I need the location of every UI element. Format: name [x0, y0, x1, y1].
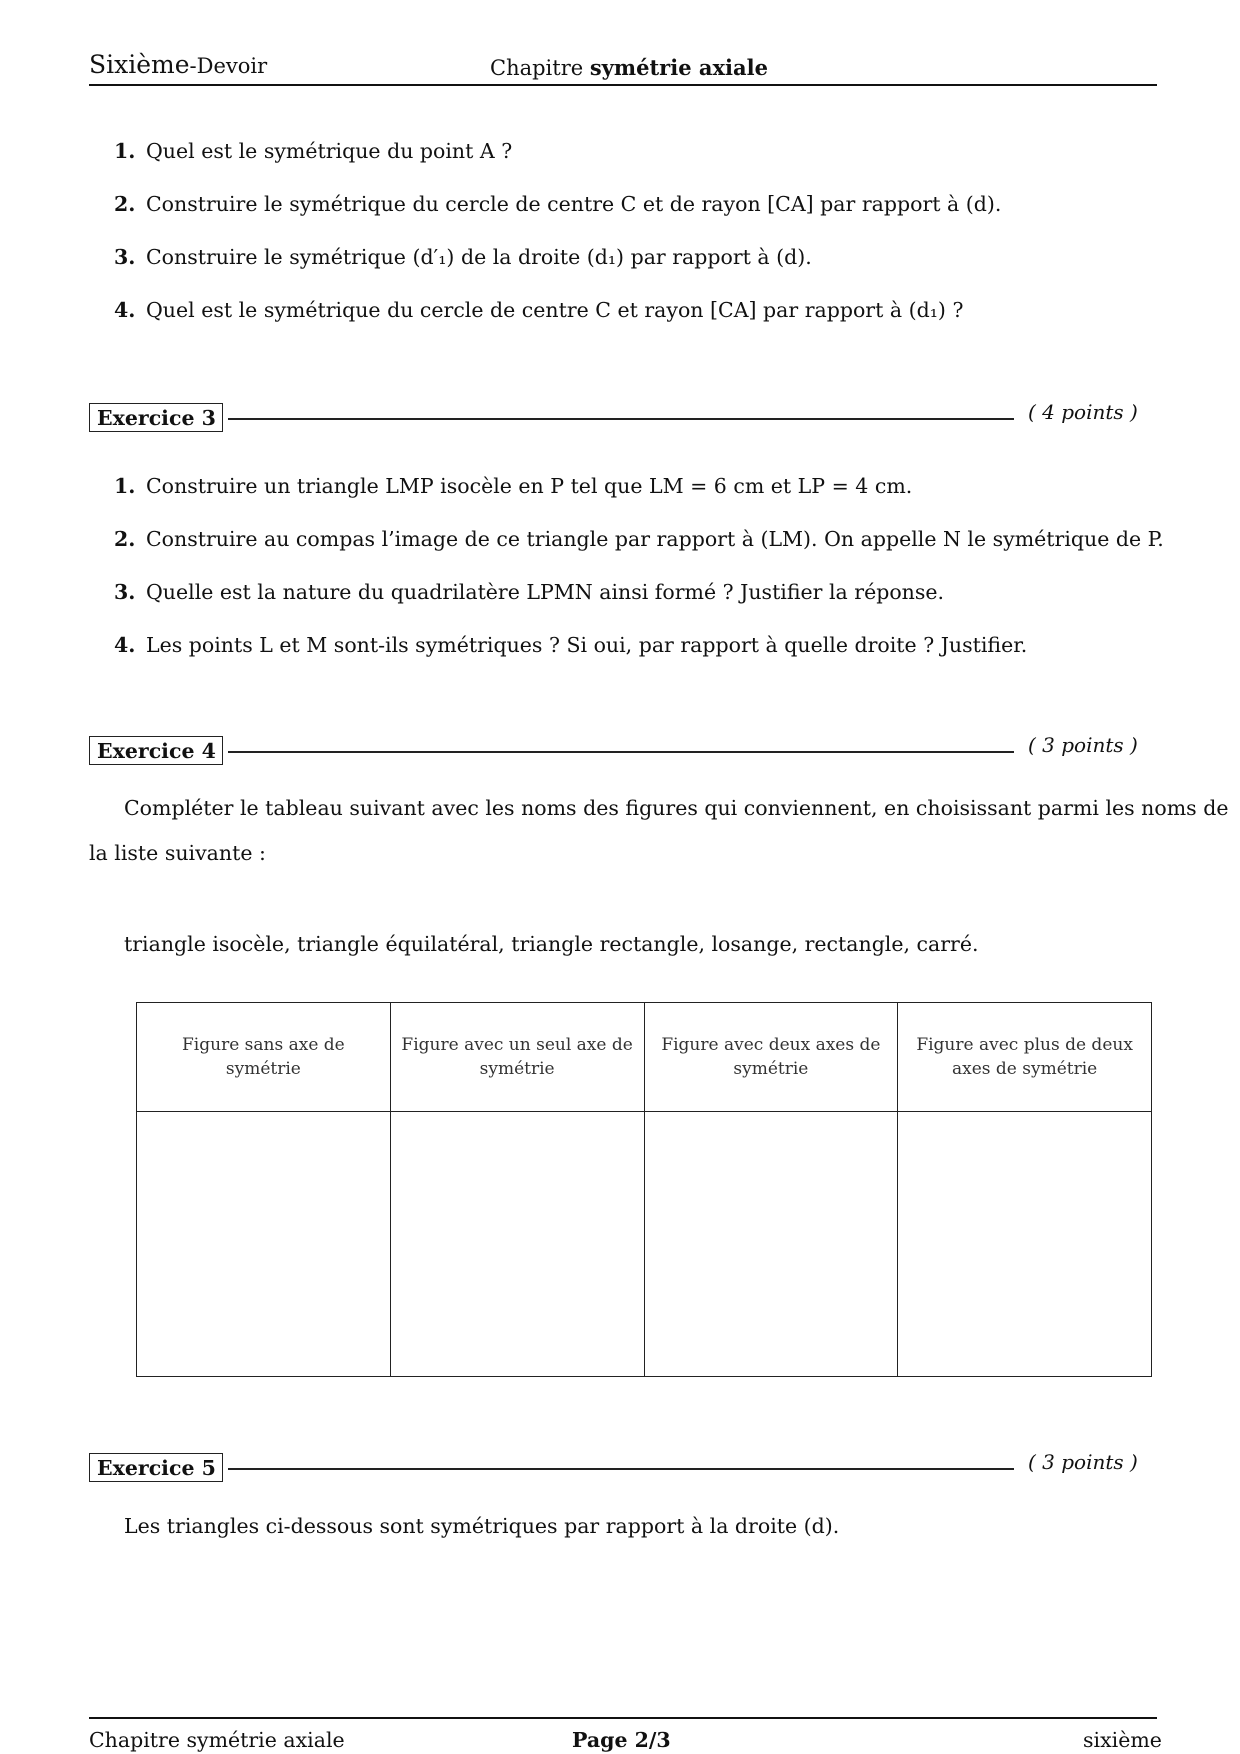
exercise-3-title: Exercice 3	[89, 403, 223, 432]
table-header-row	[137, 1003, 1152, 1112]
question-number: 3.	[114, 245, 136, 269]
ex3-question-1	[114, 474, 912, 498]
question-text: Quel est le symétrique du cercle de centre C et rayon [CA] par rapport à (d₁) ?	[146, 298, 964, 322]
table-header-cell: Figure avec deux axes de symétrie	[644, 1003, 898, 1112]
exercise-4-points: ( 3 points )	[1028, 733, 1138, 757]
header-chapter-prefix: Chapitre	[490, 56, 590, 80]
exercise-4-figure-list: triangle isocèle, triangle équilatéral, triangle rectangle, losange, rectangle, carré.	[124, 932, 979, 956]
ex3-question-3	[114, 580, 944, 604]
exercise-5-title: Exercice 5	[89, 1453, 223, 1482]
table-answer-cell	[137, 1112, 391, 1377]
ex3-question-4	[114, 633, 1027, 657]
header-rule	[89, 84, 1157, 86]
question-number: 2.	[114, 192, 136, 216]
exercise-3-points: ( 4 points )	[1028, 400, 1138, 424]
question-number: 4.	[114, 633, 136, 657]
question-text: Construire au compas l’image de ce triangle par rapport à (LM). On appelle N le symétrique de P.	[146, 527, 1164, 551]
ex2-question-3	[114, 245, 812, 269]
ex2-question-4	[114, 298, 963, 322]
exercise-4-rule	[228, 751, 1014, 753]
question-text: Quel est le symétrique du point A ?	[146, 139, 513, 163]
table-answer-cell	[644, 1112, 898, 1377]
table-header-cell: Figure avec un seul axe de symétrie	[390, 1003, 644, 1112]
table-answer-row	[137, 1112, 1152, 1377]
exercise-5-rule	[228, 1468, 1014, 1470]
table-header-cell: Figure avec plus de deux axes de symétrie	[898, 1003, 1152, 1112]
symmetry-table	[136, 1002, 1152, 1377]
question-number: 1.	[114, 139, 136, 163]
header-chapter	[490, 55, 768, 80]
table-answer-cell	[390, 1112, 644, 1377]
question-number: 1.	[114, 474, 136, 498]
question-text: Construire le symétrique du cercle de centre C et de rayon [CA] par rapport à (d).	[146, 192, 1002, 216]
header-doc-type: -Devoir	[189, 54, 268, 78]
question-number: 2.	[114, 527, 136, 551]
exercise-3-rule	[228, 418, 1014, 420]
exercise-5-text: Les triangles ci-dessous sont symétriques par rapport à la droite (d).	[124, 1514, 840, 1538]
table-answer-cell	[898, 1112, 1152, 1377]
exercise-4-intro-line-1: Compléter le tableau suivant avec les noms des figures qui conviennent, en choisissant parmi les noms de	[124, 796, 1229, 820]
question-text: Les points L et M sont-ils symétriques ? Si oui, par rapport à quelle droite ? Justifier.	[146, 633, 1028, 657]
exercise-4-intro-line-2: la liste suivante :	[89, 841, 266, 865]
question-text: Quelle est la nature du quadrilatère LPMN ainsi formé ? Justifier la réponse.	[146, 580, 945, 604]
header-level	[89, 50, 267, 79]
footer-chapter: Chapitre symétrie axiale	[89, 1728, 345, 1752]
footer-rule	[89, 1717, 1157, 1719]
ex2-question-1	[114, 139, 512, 163]
header-level-text: Sixième	[89, 50, 190, 79]
exercise-4-title: Exercice 4	[89, 736, 223, 765]
footer-page-number: Page 2/3	[572, 1728, 671, 1752]
ex3-question-2	[114, 527, 1164, 551]
exercise-5-points: ( 3 points )	[1028, 1450, 1138, 1474]
table-header-cell: Figure sans axe de symétrie	[137, 1003, 391, 1112]
question-number: 3.	[114, 580, 136, 604]
question-text: Construire le symétrique (d′₁) de la droite (d₁) par rapport à (d).	[146, 245, 812, 269]
question-number: 4.	[114, 298, 136, 322]
question-text: Construire un triangle LMP isocèle en P tel que LM = 6 cm et LP = 4 cm.	[146, 474, 913, 498]
ex2-question-2	[114, 192, 1001, 216]
footer-level: sixième	[1083, 1728, 1162, 1752]
header-chapter-title: symétrie axiale	[589, 55, 768, 80]
